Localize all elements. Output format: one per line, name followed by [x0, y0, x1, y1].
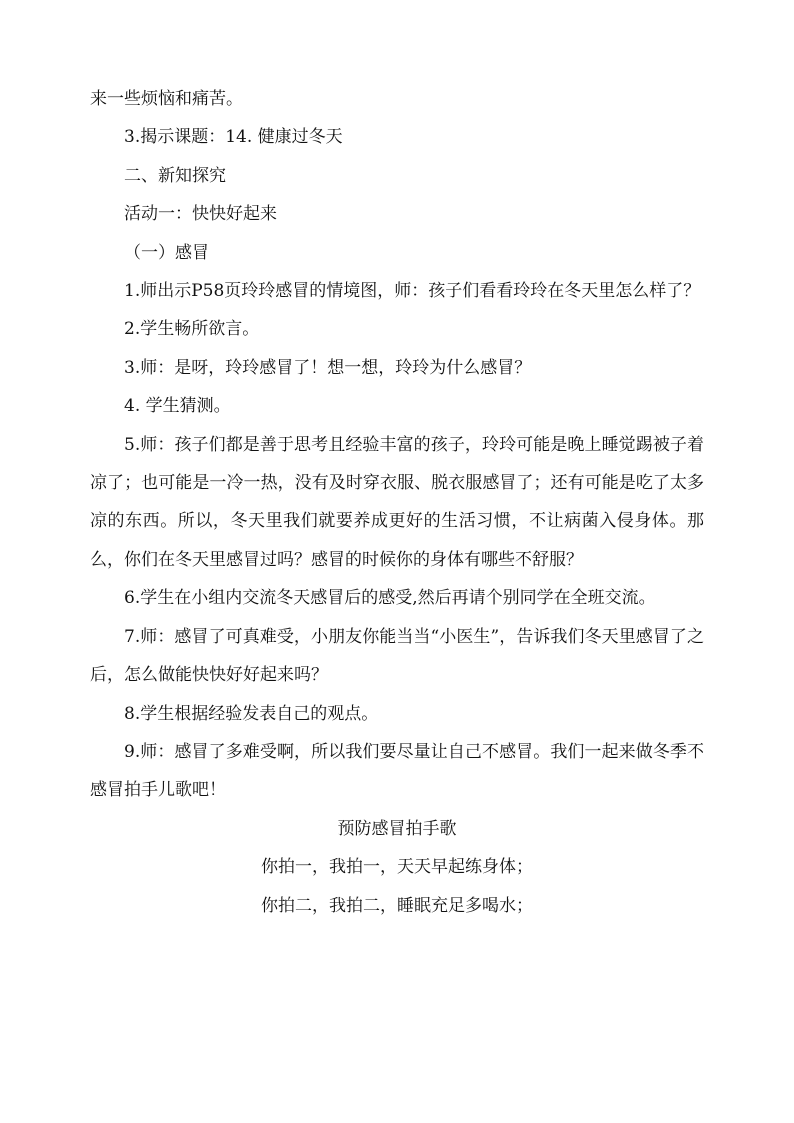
subsection-heading: （一）感冒 — [124, 242, 209, 263]
paragraph: 4. 学生猜测。 — [124, 396, 231, 417]
document-body — [90, 80, 704, 925]
song-title: 预防感冒拍手歌 — [337, 818, 457, 839]
paragraph: 5.师：孩子们都是善于思考且经验丰富的孩子，玲玲可能是晚上睡觉踢被子着凉了；也可能是一冷一热，没有及时穿衣服、脱衣服感冒了；还有可能是吃了太多凉的东西。所以，冬天里我们就要养成更好的生活习惯，不让病菌入侵身体。那么，你们在冬天里感冒过吗？感冒的时候你的身体有哪些不舒服？ — [90, 434, 704, 570]
song-line: 你拍二，我拍二，睡眠充足多喝水； — [261, 895, 533, 916]
paragraph: 9.师：感冒了多难受啊，所以我们要尽量让自己不感冒。我们一起来做冬季不感冒拍手儿歌吧！ — [90, 741, 704, 801]
paragraph: 6.学生在小组内交流冬天感冒后的感受,然后再请个别同学在全班交流。 — [124, 588, 656, 609]
paragraph: 1.师出示P58页玲玲感冒的情境图，师：孩子们看看玲玲在冬天里怎么样了？ — [124, 281, 701, 302]
activity-heading: 活动一：快快好起来 — [124, 204, 277, 225]
paragraph: 8.学生根据经验发表自己的观点。 — [124, 703, 379, 724]
paragraph: 3.师：是呀，玲玲感冒了！想一想，玲玲为什么感冒？ — [124, 357, 532, 378]
paragraph: 来一些烦恼和痛苦。 — [90, 89, 243, 109]
paragraph: 3.揭示课题：14. 健康过冬天 — [124, 127, 343, 148]
paragraph: 7.师：感冒了可真难受，小朋友你能当当“小医生”，告诉我们冬天里感冒了之后，怎么做能快快好好起来吗？ — [90, 626, 704, 686]
paragraph: 2.学生畅所欲言。 — [124, 319, 260, 340]
section-heading: 二、新知探究 — [124, 165, 226, 186]
song-line: 你拍一，我拍一，天天早起练身体； — [261, 857, 533, 878]
